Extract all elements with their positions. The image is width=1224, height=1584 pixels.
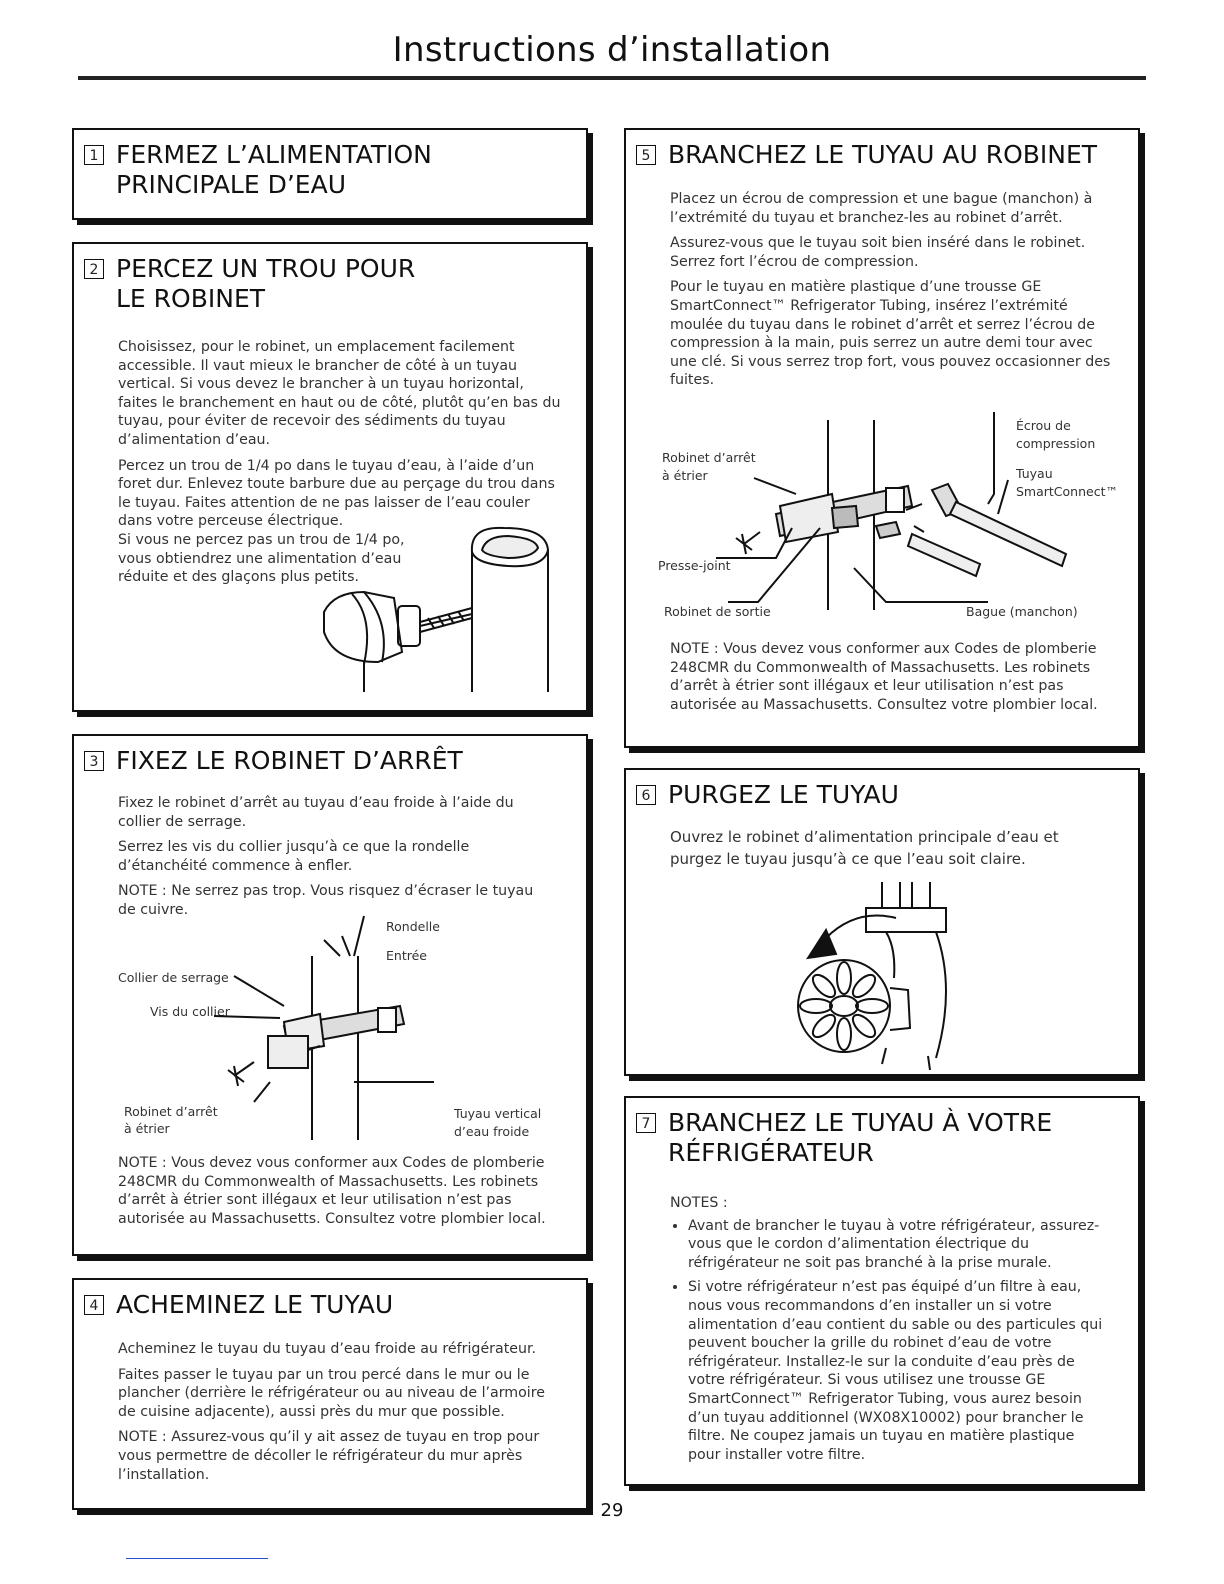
list-item: • Avant de brancher le tuyau à votre réfrigérateur, assurez-vous que le cordon d’alimentation électrique du réfrigérateur ne soit pas branché à la prise murale. bbox=[688, 1217, 1110, 1273]
compression-fitting-illustration bbox=[736, 414, 1076, 614]
step-5-title: BRANCHEZ LE TUYAU AU ROBINET bbox=[668, 140, 1098, 169]
label-robinet-sortie: Robinet de sortie bbox=[664, 604, 771, 619]
step-2-paragraph-3-line2: vous obtiendrez une alimentation d’eau bbox=[118, 550, 402, 567]
step-2-paragraph-2: Percez un trou de 1/4 po dans le tuyau d’eau, à l’aide d’un foret dur. Enlevez toute barbure due au perçage du trou dans le tuyau. Faites attention de ne pas laisser de l’eau couler dans votre perceuse électrique. bbox=[118, 457, 555, 530]
step-1-title-line2: PRINCIPALE D’EAU bbox=[116, 170, 346, 199]
title-divider bbox=[78, 76, 1146, 80]
step-5-box bbox=[624, 128, 1140, 748]
step-3-paragraph-3: NOTE : Ne serrez pas trop. Vous risquez d’écraser le tuyau de cuivre. bbox=[118, 883, 534, 918]
step-number: 2 bbox=[84, 259, 104, 279]
label-rondelle: Rondelle bbox=[386, 919, 440, 934]
step-7-title-line2: RÉFRIGÉRATEUR bbox=[668, 1138, 874, 1167]
label-robinet-line1: Robinet d’arrêt bbox=[124, 1104, 218, 1119]
step-7-notes-list bbox=[670, 1217, 1110, 1465]
step-3-note: NOTE : Vous devez vous conformer aux Codes de plomberie 248CMR du Commonwealth of Massachusetts. Les robinets d’arrêt à étrier sont illégaux et leur utilisation n’est pas autorisée au Massachusetts. Consultez votre plombier local. bbox=[118, 1155, 546, 1227]
label-ecrou-line1: Écrou de bbox=[1016, 418, 1071, 433]
step-6-paragraph-1: Ouvrez le robinet d’alimentation principale d’eau et purgez le tuyau jusqu’à ce que l’eau soit claire. bbox=[670, 828, 1059, 868]
step-number: 1 bbox=[84, 145, 104, 165]
footer-link-underline bbox=[126, 1558, 268, 1559]
step-5-paragraph-2: Assurez-vous que le tuyau soit bien inséré dans le robinet. Serrez fort l’écrou de compression. bbox=[670, 235, 1086, 270]
label-vis: Vis du collier bbox=[150, 1004, 230, 1019]
step-4-box bbox=[72, 1278, 588, 1510]
step-6-box bbox=[624, 768, 1140, 1076]
step-1-box bbox=[72, 128, 588, 220]
step-3-title: FIXEZ LE ROBINET D’ARRÊT bbox=[116, 746, 463, 775]
step-3-paragraph-1: Fixez le robinet d’arrêt au tuyau d’eau froide à l’aide du collier de serrage. bbox=[118, 795, 514, 830]
label-tuyau-line1: Tuyau vertical bbox=[454, 1106, 542, 1121]
list-item: • Si votre réfrigérateur n’est pas équipé d’un filtre à eau, nous vous recommandons d’en installer un si votre alimentation d’eau contient du sable ou des particules qui peuvent boucher la grille du robinet d’eau de votre réfrigérateur. Installez-le sur la conduite d’eau près de votre réfrigérateur. Si vous utilisez une trousse GE SmartConnect™ Refrigerator Tubing, vous aurez besoin d’un tuyau additionnel (WX08X10002) pour brancher le filtre. Ne coupez jamais un tuyau en matière plastique pour installer votre filtre. bbox=[688, 1278, 1110, 1464]
step-2-title-line1: PERCEZ UN TROU POUR bbox=[116, 254, 416, 283]
label-entree: Entrée bbox=[386, 948, 427, 963]
label-robinet-line2: à étrier bbox=[662, 468, 708, 483]
label-tuyau-line2: SmartConnect™ bbox=[1016, 484, 1118, 499]
step-2-paragraph-3-line3: réduite et des glaçons plus petits. bbox=[118, 569, 359, 586]
step-number: 4 bbox=[84, 1295, 104, 1315]
step-5-paragraph-1: Placez un écrou de compression et une bague (manchon) à l’extrémité du tuyau et branchez-les au robinet d’arrêt. bbox=[670, 191, 1093, 226]
step-number: 3 bbox=[84, 751, 104, 771]
step-3-box bbox=[72, 734, 588, 1256]
step-6-title: PURGEZ LE TUYAU bbox=[668, 780, 899, 809]
step-number: 6 bbox=[636, 785, 656, 805]
step-5-paragraph-3: Pour le tuyau en matière plastique d’une trousse GE SmartConnect™ Refrigerator Tubing, insérez l’extrémité moulée du tuyau dans le robinet d’arrêt et serrez l’écrou de compression à la main, puis serrez un autre demi tour avec une clé. Si vous serrez trop fort, vous pouvez occasionner des fuites. bbox=[670, 279, 1111, 389]
step-2-paragraph-1: Choisissez, pour le robinet, un emplacement facilement accessible. Il vaut mieux le brancher de côté à un tuyau vertical. Si vous devez le brancher à un tuyau horizontal, faites le branchement en haut ou de côté, plutôt qu’en bas du tuyau, pour éviter de recevoir des sédiments du tuyau d’alimentation d’eau. bbox=[118, 339, 561, 448]
label-robinet-line1: Robinet d’arrêt bbox=[662, 450, 756, 465]
drill-pipe-illustration bbox=[294, 522, 584, 702]
step-4-title: ACHEMINEZ LE TUYAU bbox=[116, 1290, 394, 1319]
label-tuyau-line2: d’eau froide bbox=[454, 1124, 530, 1139]
step-5-note: NOTE : Vous devez vous conformer aux Codes de plomberie 248CMR du Commonwealth of Massachusetts. Les robinets d’arrêt à étrier sont illégaux et leur utilisation n’est pas autorisée au Massachusetts. Consultez votre plombier local. bbox=[670, 641, 1098, 713]
step-7-title-line1: BRANCHEZ LE TUYAU À VOTRE bbox=[668, 1108, 1053, 1137]
step-7-notes-label: NOTES : bbox=[670, 1195, 728, 1211]
valve-purge-illustration bbox=[786, 878, 986, 1074]
page-number: 29 bbox=[600, 1500, 624, 1521]
label-ecrou-line2: compression bbox=[1016, 436, 1096, 451]
step-7-box bbox=[624, 1096, 1140, 1486]
step-4-paragraph-1: Acheminez le tuyau du tuyau d’eau froide au réfrigérateur. bbox=[118, 1341, 537, 1357]
step-3-paragraph-2: Serrez les vis du collier jusqu’à ce que la rondelle d’étanchéité commence à enfler. bbox=[118, 839, 470, 874]
shutoff-valve-illustration bbox=[224, 926, 464, 1146]
step-4-paragraph-3: NOTE : Assurez-vous qu’il y ait assez de tuyau en trop pour vous permettre de décoller le réfrigérateur du mur après l’installation. bbox=[118, 1429, 540, 1483]
label-tuyau-line1: Tuyau bbox=[1016, 466, 1053, 481]
step-2-box bbox=[72, 242, 588, 712]
step-2-title-line2: LE ROBINET bbox=[116, 284, 266, 313]
label-presse-joint: Presse-joint bbox=[658, 558, 731, 573]
step-1-title-line1: FERMEZ L’ALIMENTATION bbox=[116, 140, 432, 169]
step-number: 5 bbox=[636, 145, 656, 165]
label-collier: Collier de serrage bbox=[118, 970, 229, 985]
label-bague: Bague (manchon) bbox=[966, 604, 1078, 619]
page-title: Instructions d’installation bbox=[392, 30, 832, 70]
label-robinet-line2: à étrier bbox=[124, 1121, 170, 1136]
step-number: 7 bbox=[636, 1113, 656, 1133]
step-4-paragraph-2: Faites passer le tuyau par un trou percé dans le mur ou le plancher (derrière le réfrigérateur ou au niveau de l’armoire de cuisine adjacente), aussi près du mur que possible. bbox=[118, 1366, 545, 1420]
step-2-paragraph-3-line1: Si vous ne percez pas un trou de 1/4 po, bbox=[118, 531, 405, 548]
